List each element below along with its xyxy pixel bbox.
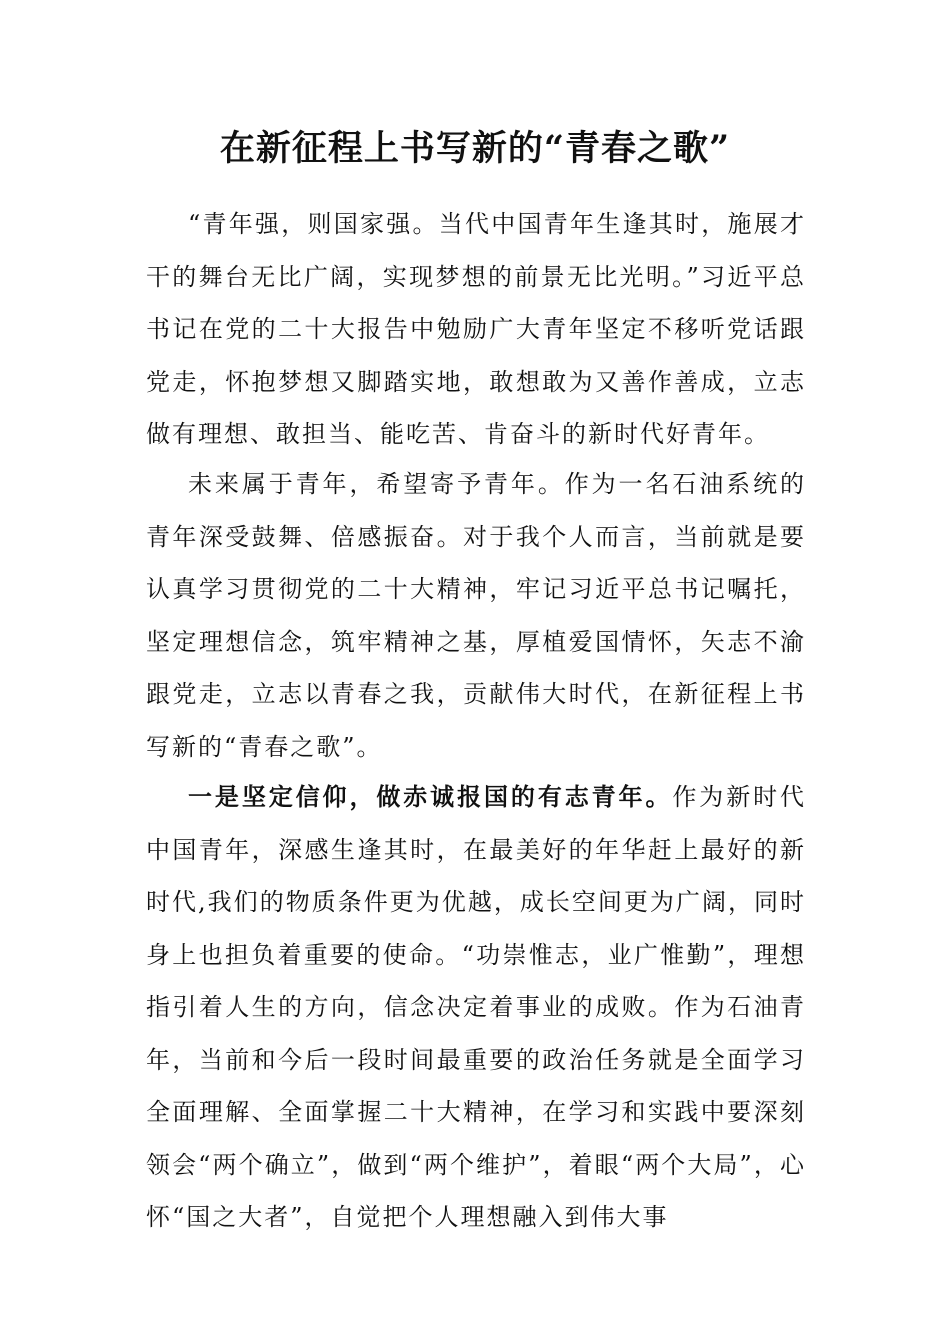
- paragraph-2: 未来属于青年，希望寄予青年。作为一名石油系统的青年深受鼓舞、倍感振奋。对于我个人而言，当前就是要认真学习贯彻党的二十大精神，牢记习近平总书记嘱托，坚定理想信念，筑牢精神之基，厚植爱国情怀，矢志不渝跟党走，立志以青春之我，贡献伟大时代，在新征程上书写新的“青春之歌”。: [146, 470, 806, 761]
- document-title: 在新征程上书写新的“青春之歌”: [219, 128, 731, 169]
- paragraph-3-body: 作为新时代中国青年，深感生逢其时，在最美好的年华赶上最好的新时代,我们的物质条件更为优越，成长空间更为广阔，同时身上也担负着重要的使命。“功崇惟志，业广惟勤”，理想指引着人生的方向，信念决定着事业的成败。作为石油青年，当前和今后一段时间最重要的政治任务就是全面学习全面理解、全面掌握二十大精神，在学习和实践中要深刻领会“两个确立”，做到“两个维护”，着眼“两个大局”，心怀“国之大者”，自觉把个人理想融入到伟大事: [146, 783, 807, 1231]
- paragraph-1: “青年强，则国家强。当代中国青年生逢其时，施展才干的舞台无比广阔，实现梦想的前景无比光明。”习近平总书记在党的二十大报告中勉励广大青年坚定不移听党话跟党走，怀抱梦想又脚踏实地，敢想敢为又善作善成，立志做有理想、敢担当、能吃苦、肯奋斗的新时代好青年。: [146, 210, 806, 448]
- paragraph-3-lead: 一是坚定信仰，做赤诚报国的有志青年。: [188, 782, 673, 811]
- paragraph-3: [146, 771, 806, 1244]
